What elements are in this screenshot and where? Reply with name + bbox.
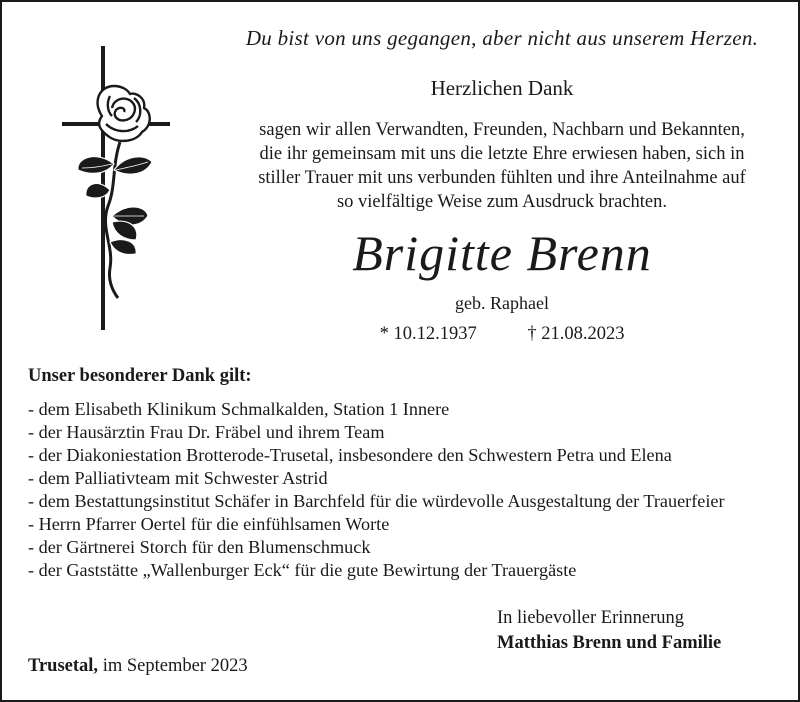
signature-line: In liebevoller Erinnerung xyxy=(497,608,684,628)
list-item: - dem Palliativteam mit Schwester Astrid xyxy=(28,468,328,488)
memorial-motto: Du bist von uns gegangen, aber nicht aus unserem Herzen. xyxy=(245,26,759,50)
cross-with-rose-icon xyxy=(62,46,182,336)
deceased-name: Brigitte Brenn xyxy=(352,225,652,281)
thanks-line: so vielfältige Weise zum Ausdruck brachten. xyxy=(336,192,668,212)
birth-date: * 10.12.1937 xyxy=(379,324,477,344)
thanks-heading: Herzlichen Dank xyxy=(430,76,574,100)
maiden-name: geb. Raphael xyxy=(455,293,549,313)
thanks-text xyxy=(227,118,777,214)
life-dates xyxy=(232,324,772,345)
list-item: - dem Bestattungsinstitut Schäfer in Barchfeld für die würdevolle Ausgestaltung der Trauerfeier xyxy=(28,491,725,511)
place-and-date xyxy=(28,656,248,677)
place-date: im September 2023 xyxy=(98,656,248,676)
special-thanks-heading: Unser besonderer Dank gilt: xyxy=(28,366,252,386)
special-thanks-list xyxy=(28,398,788,582)
thanks-line: sagen wir allen Verwandten, Freunden, Nachbarn und Bekannten, xyxy=(259,120,745,140)
list-item: - Herrn Pfarrer Oertel für die einfühlsamen Worte xyxy=(28,514,390,534)
signature-family: Matthias Brenn und Familie xyxy=(497,633,722,653)
death-date: † 21.08.2023 xyxy=(527,324,625,344)
list-item: - der Gärtnerei Storch für den Blumenschmuck xyxy=(28,537,371,557)
place-town: Trusetal, xyxy=(28,656,99,676)
thanks-line: die ihr gemeinsam mit uns die letzte Ehre erwiesen haben, sich in xyxy=(259,144,745,164)
list-item: - der Hausärztin Frau Dr. Fräbel und ihrem Team xyxy=(28,422,385,442)
list-item: - der Diakoniestation Brotterode-Trusetal, insbesondere den Schwestern Petra und Elena xyxy=(28,445,672,465)
thanks-line: stiller Trauer mit uns verbunden fühlten und ihre Anteilnahme auf xyxy=(258,168,746,188)
list-item: - der Gaststätte „Wallenburger Eck“ für die gute Bewirtung der Trauergäste xyxy=(28,560,577,580)
list-item: - dem Elisabeth Klinikum Schmalkalden, Station 1 Innere xyxy=(28,399,450,419)
